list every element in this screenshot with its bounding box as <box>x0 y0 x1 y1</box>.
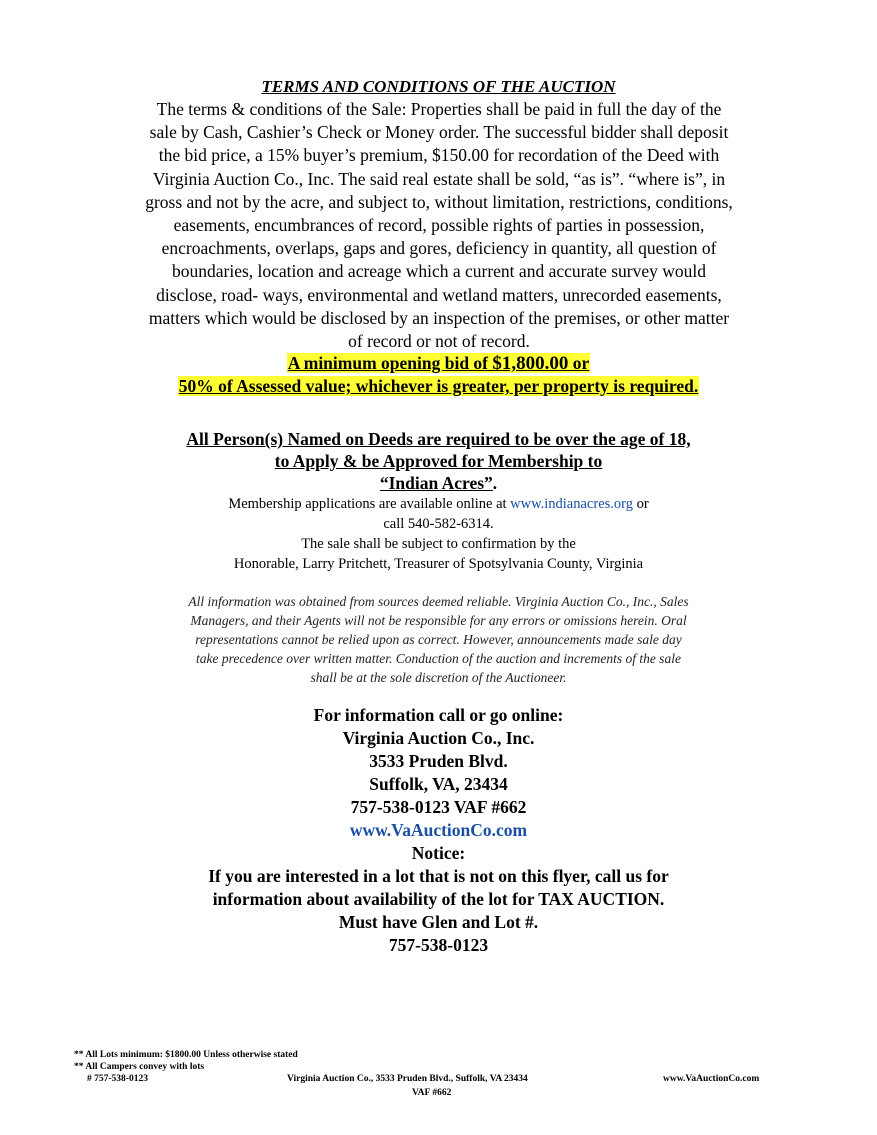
confirmation-line: The sale shall be subject to confirmation by the <box>301 536 576 552</box>
street-address: 3533 Pruden Blvd. <box>369 751 508 771</box>
footer-phone: # 757-538-0123 <box>87 1074 148 1084</box>
footer-note: ** All Lots minimum: $1800.00 Unless otherwise stated <box>74 1050 298 1060</box>
footer-website[interactable]: www.VaAuctionCo.com <box>663 1074 760 1084</box>
terms-line: disclose, road- ways, environmental and wetland matters, unrecorded easements, <box>156 284 722 305</box>
contact-block <box>0 704 877 957</box>
footer-note: ** All Campers convey with lots <box>74 1062 205 1072</box>
persons-line-1: All Person(s) Named on Deeds are required to be over the age of 18, <box>186 429 691 449</box>
terms-line: gross and not by the acre, and subject to, without limitation, restrictions, conditions, <box>145 191 733 212</box>
phone-vaf: 757-538-0123 VAF #662 <box>350 797 527 817</box>
membership-requirement: All Person(s) Named on Deeds are required to be over the age of 18, to Apply & be Approved for Membership to “Indian Acres”. <box>186 429 691 493</box>
city-address: Suffolk, VA, 23434 <box>369 774 508 794</box>
terms-line: the bid price, a 15% buyer’s premium, $150.00 for recordation of the Deed with <box>158 145 720 166</box>
membership-info: Membership applications are available online at www.indianacres.org or call 540-582-6314. The sale shall be subject to confirmation by the Honorable, Larry Pritchett, Treasurer of Spotsylvania County, Virginia <box>0 494 877 574</box>
minimum-bid-line: A minimum opening bid of $1,800.00 or <box>287 353 590 374</box>
terms-line: sale by Cash, Cashier’s Check or Money order. The successful bidder shall deposit <box>149 122 729 143</box>
assessed-value-line: 50% of Assessed value; whichever is greater, per property is required. <box>178 376 699 396</box>
notice-line: information about availability of the lot for TAX AUCTION. <box>212 889 665 909</box>
notice-line: If you are interested in a lot that is not on this flyer, call us for <box>208 866 669 886</box>
terms-line: The terms & conditions of the Sale: Properties shall be paid in full the day of the <box>156 99 722 119</box>
terms-paragraph <box>96 98 782 353</box>
disclaimer: All information was obtained from sources deemed reliable. Virginia Auction Co., Inc., Sales Managers, and their Agents will not be responsible for any errors or omissions herein. Oral representations cannot be relied upon as correct. However, announcements made sale day take precedence over written matter. Conduction of the auction and increments of the sale shall be at the sole discretion of the Auctioneer. <box>188 594 689 685</box>
website-link[interactable]: www.VaAuctionCo.com <box>349 820 528 840</box>
company-name: Virginia Auction Co., Inc. <box>342 728 535 748</box>
terms-line: encroachments, overlaps, gaps and gores, deficiency in quantity, all question of <box>161 238 717 259</box>
notice-label: Notice: <box>411 843 466 863</box>
footer-address: Virginia Auction Co., 3533 Pruden Blvd., Suffolk, VA 23434 <box>287 1074 528 1084</box>
footer-vaf: VAF #662 <box>412 1088 452 1098</box>
terms-line: Virginia Auction Co., Inc. The said real estate shall be sold, “as is”. “where is”, in <box>152 168 726 189</box>
membership-phone: call 540-582-6314. <box>383 516 494 532</box>
page-title: TERMS AND CONDITIONS OF THE AUCTION <box>261 77 616 96</box>
terms-line: easements, encumbrances of record, possible rights of parties in possession, <box>173 215 705 236</box>
notice-phone: 757-538-0123 <box>388 935 489 955</box>
contact-heading: For information call or go online: <box>313 705 564 725</box>
indian-acres-link[interactable]: www.indianacres.org <box>510 496 633 512</box>
minimum-bid-amount: $1,800.00 <box>492 353 569 374</box>
minimum-bid-notice <box>0 352 877 398</box>
notice-line: Must have Glen and Lot #. <box>338 912 539 932</box>
terms-line: of record or not of record. <box>348 331 530 352</box>
treasurer-line: Honorable, Larry Pritchett, Treasurer of Spotsylvania County, Virginia <box>233 556 644 572</box>
indian-acres-name: “Indian Acres” <box>379 473 493 493</box>
terms-line: boundaries, location and acreage which a current and accurate survey would <box>172 261 706 282</box>
persons-line-2: to Apply & be Approved for Membership to <box>274 451 603 471</box>
terms-line: matters which would be disclosed by an inspection of the premises, or other matter <box>148 307 730 328</box>
